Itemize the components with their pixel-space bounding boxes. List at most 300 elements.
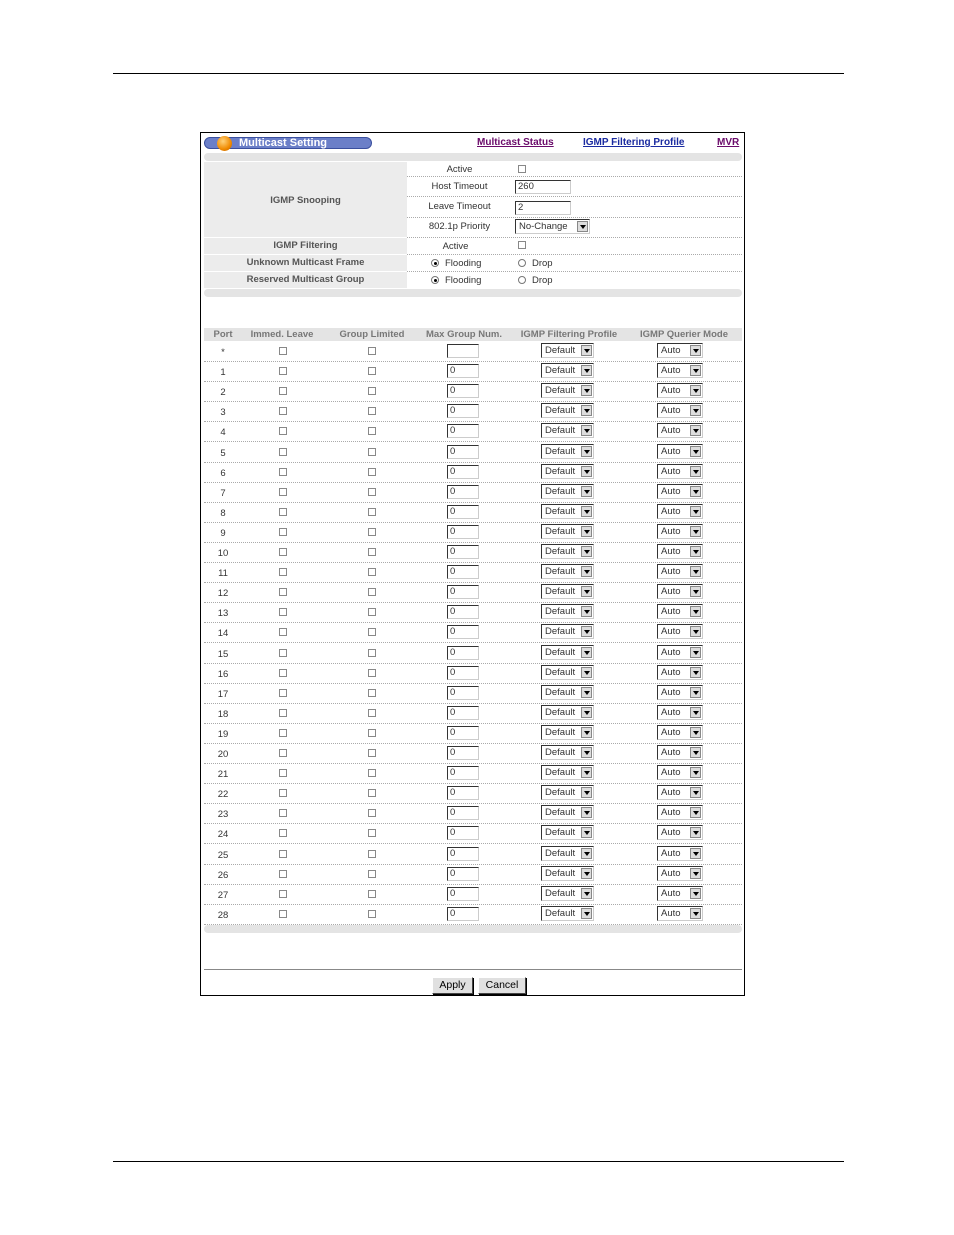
- chevron-down-icon[interactable]: [581, 827, 592, 838]
- chevron-down-icon[interactable]: [581, 667, 592, 678]
- querier-mode-select[interactable]: [657, 363, 703, 378]
- chevron-down-icon[interactable]: [581, 546, 592, 557]
- max-group-input[interactable]: 0: [447, 646, 479, 660]
- chevron-down-icon[interactable]: [581, 486, 592, 497]
- chevron-down-icon[interactable]: [581, 707, 592, 718]
- immed-leave-checkbox[interactable]: [279, 669, 287, 677]
- immed-leave-checkbox[interactable]: [279, 689, 287, 697]
- max-group-input[interactable]: 0: [447, 605, 479, 619]
- table-row: [204, 542, 742, 563]
- port-number: 23: [217, 809, 229, 821]
- immed-leave-checkbox[interactable]: [279, 649, 287, 657]
- querier-mode-select[interactable]: [657, 524, 703, 539]
- filtering-profile-select[interactable]: [541, 604, 594, 619]
- filtering-profile-select[interactable]: [541, 785, 594, 800]
- querier-mode-select[interactable]: [657, 725, 703, 740]
- port-number: 28: [217, 909, 229, 921]
- max-group-input[interactable]: 0: [447, 404, 479, 418]
- immed-leave-checkbox[interactable]: [279, 789, 287, 797]
- chevron-down-icon[interactable]: [581, 687, 592, 698]
- filtering-profile-select[interactable]: [541, 825, 594, 840]
- group-limited-checkbox[interactable]: [368, 669, 376, 677]
- max-group-input[interactable]: 0: [447, 485, 479, 499]
- mode-value: Auto: [661, 847, 681, 859]
- group-limited-checkbox[interactable]: [368, 367, 376, 375]
- chevron-down-icon[interactable]: [581, 787, 592, 798]
- link-mvr[interactable]: MVR: [717, 137, 740, 148]
- table-row: [204, 783, 742, 804]
- chevron-down-icon[interactable]: [690, 425, 701, 436]
- port-number: 12: [217, 588, 229, 600]
- max-group-input[interactable]: 0: [447, 847, 479, 861]
- profile-value: Default: [545, 907, 576, 919]
- table-row: [204, 823, 742, 844]
- max-group-input[interactable]: 0: [447, 565, 479, 579]
- chevron-down-icon[interactable]: [581, 888, 592, 899]
- chevron-down-icon[interactable]: [581, 405, 592, 416]
- port-number: 21: [217, 769, 229, 781]
- group-limited-checkbox[interactable]: [368, 528, 376, 536]
- immed-leave-checkbox[interactable]: [279, 870, 287, 878]
- max-group-input[interactable]: 0: [447, 726, 479, 740]
- profile-value: Default: [545, 385, 576, 397]
- querier-mode-select[interactable]: [657, 785, 703, 800]
- chevron-down-icon[interactable]: [690, 606, 701, 617]
- unknown-frame-drop-radio[interactable]: [518, 259, 526, 267]
- group-limited-checkbox[interactable]: [368, 347, 376, 355]
- group-limited-checkbox[interactable]: [368, 809, 376, 817]
- filtering-profile-select[interactable]: [541, 544, 594, 559]
- col-querier-mode: IGMP Querier Mode: [640, 329, 728, 340]
- max-group-input[interactable]: 0: [447, 786, 479, 800]
- filtering-profile-select[interactable]: [541, 383, 594, 398]
- chevron-down-icon[interactable]: [581, 365, 592, 376]
- chevron-down-icon[interactable]: [690, 868, 701, 879]
- group-limited-checkbox[interactable]: [368, 448, 376, 456]
- group-limited-checkbox[interactable]: [368, 910, 376, 918]
- row-divider: [407, 237, 742, 238]
- table-row: [204, 844, 742, 865]
- profile-value: Default: [545, 787, 576, 799]
- group-limited-checkbox[interactable]: [368, 870, 376, 878]
- priority-select[interactable]: [515, 219, 590, 234]
- group-limited-checkbox[interactable]: [368, 468, 376, 476]
- max-group-input[interactable]: 0: [447, 384, 479, 398]
- group-limited-checkbox[interactable]: [368, 649, 376, 657]
- port-number: 7: [220, 487, 226, 499]
- immed-leave-checkbox[interactable]: [279, 709, 287, 717]
- mode-value: Auto: [661, 505, 681, 517]
- profile-value: Default: [545, 867, 576, 879]
- chevron-down-icon[interactable]: [581, 908, 592, 919]
- max-group-input[interactable]: 0: [447, 465, 479, 479]
- chevron-down-icon[interactable]: [690, 526, 701, 537]
- profile-value: Default: [545, 445, 576, 457]
- table-row: [204, 643, 742, 664]
- immed-leave-checkbox[interactable]: [279, 347, 287, 355]
- link-igmp-filtering-profile[interactable]: IGMP Filtering Profile: [583, 137, 685, 148]
- max-group-input[interactable]: 0: [447, 666, 479, 680]
- max-group-input[interactable]: 0: [447, 907, 479, 921]
- immed-leave-checkbox[interactable]: [279, 910, 287, 918]
- chevron-down-icon[interactable]: [690, 626, 701, 637]
- chevron-down-icon[interactable]: [690, 446, 701, 457]
- filtering-profile-select[interactable]: [541, 403, 594, 418]
- chevron-down-icon[interactable]: [581, 526, 592, 537]
- mode-value: Auto: [661, 626, 681, 638]
- immed-leave-checkbox[interactable]: [279, 829, 287, 837]
- filtering-profile-select[interactable]: [541, 343, 594, 358]
- immed-leave-checkbox[interactable]: [279, 628, 287, 636]
- col-group-limited: Group Limited: [339, 329, 405, 340]
- filtering-profile-select[interactable]: [541, 423, 594, 438]
- chevron-down-icon[interactable]: [690, 888, 701, 899]
- profile-value: Default: [545, 586, 576, 598]
- chevron-down-icon[interactable]: [581, 626, 592, 637]
- filtering-profile-select[interactable]: [541, 705, 594, 720]
- querier-mode-select[interactable]: [657, 846, 703, 861]
- chevron-down-icon[interactable]: [690, 747, 701, 758]
- config-bottom-band: [204, 289, 742, 297]
- col-max-group: Max Group Num.: [425, 329, 502, 340]
- group-limited-checkbox[interactable]: [368, 407, 376, 415]
- active-label: Active: [446, 164, 473, 175]
- chevron-down-icon[interactable]: [690, 566, 701, 577]
- table-row: [204, 562, 742, 583]
- filtering-profile-select[interactable]: [541, 363, 594, 378]
- port-number: 15: [217, 648, 229, 660]
- chevron-down-icon[interactable]: [581, 767, 592, 778]
- querier-mode-select[interactable]: [657, 544, 703, 559]
- chevron-down-icon[interactable]: [690, 908, 701, 919]
- port-number: 17: [217, 688, 229, 700]
- immed-leave-checkbox[interactable]: [279, 528, 287, 536]
- drop-label: Drop: [532, 275, 553, 286]
- profile-value: Default: [545, 485, 576, 497]
- group-limited-checkbox[interactable]: [368, 628, 376, 636]
- profile-value: Default: [545, 525, 576, 537]
- chevron-down-icon[interactable]: [690, 466, 701, 477]
- group-limited-checkbox[interactable]: [368, 729, 376, 737]
- immed-leave-checkbox[interactable]: [279, 850, 287, 858]
- chevron-down-icon[interactable]: [577, 221, 588, 232]
- filtering-profile-select[interactable]: [541, 745, 594, 760]
- querier-mode-select[interactable]: [657, 584, 703, 599]
- mode-value: Auto: [661, 807, 681, 819]
- querier-mode-select[interactable]: [657, 765, 703, 780]
- reserved-group-flooding-radio[interactable]: [431, 276, 439, 284]
- max-group-input[interactable]: 0: [447, 625, 479, 639]
- filtering-profile-select[interactable]: [541, 464, 594, 479]
- filtering-profile-select[interactable]: [541, 765, 594, 780]
- row-divider: [407, 217, 742, 218]
- profile-value: Default: [545, 847, 576, 859]
- filtering-profile-select[interactable]: [541, 665, 594, 680]
- port-number: 25: [217, 849, 229, 861]
- querier-mode-select[interactable]: [657, 665, 703, 680]
- chevron-down-icon[interactable]: [690, 586, 701, 597]
- chevron-down-icon[interactable]: [581, 466, 592, 477]
- mode-value: Auto: [661, 586, 681, 598]
- port-number: 22: [217, 789, 229, 801]
- chevron-down-icon[interactable]: [690, 767, 701, 778]
- immed-leave-checkbox[interactable]: [279, 608, 287, 616]
- priority-label: 802.1p Priority: [428, 221, 491, 232]
- group-limited-checkbox[interactable]: [368, 588, 376, 596]
- profile-value: Default: [545, 767, 576, 779]
- chevron-down-icon[interactable]: [690, 687, 701, 698]
- host-timeout-input[interactable]: 260: [515, 180, 571, 194]
- filtering-profile-select[interactable]: [541, 504, 594, 519]
- querier-mode-select[interactable]: [657, 403, 703, 418]
- filtering-active-label: Active: [442, 241, 469, 252]
- leave-timeout-label: Leave Timeout: [428, 201, 491, 212]
- immed-leave-checkbox[interactable]: [279, 367, 287, 375]
- unknown-frame-flooding-radio[interactable]: [431, 259, 439, 267]
- chevron-down-icon[interactable]: [690, 727, 701, 738]
- mode-value: Auto: [661, 706, 681, 718]
- row-divider: [407, 254, 742, 255]
- reserved-group-label: Reserved Multicast Group: [246, 274, 365, 285]
- chevron-down-icon[interactable]: [690, 486, 701, 497]
- port-number: 27: [217, 889, 229, 901]
- profile-value: Default: [545, 827, 576, 839]
- chevron-down-icon[interactable]: [690, 405, 701, 416]
- immed-leave-checkbox[interactable]: [279, 387, 287, 395]
- mode-value: Auto: [661, 405, 681, 417]
- max-group-input[interactable]: 0: [447, 445, 479, 459]
- port-number: 1: [220, 367, 226, 379]
- chevron-down-icon[interactable]: [581, 425, 592, 436]
- chevron-down-icon[interactable]: [690, 506, 701, 517]
- filtering-profile-select[interactable]: [541, 564, 594, 579]
- chevron-down-icon[interactable]: [690, 707, 701, 718]
- reserved-group-drop-radio[interactable]: [518, 276, 526, 284]
- filtering-profile-select[interactable]: [541, 866, 594, 881]
- immed-leave-checkbox[interactable]: [279, 427, 287, 435]
- max-group-input[interactable]: [447, 344, 479, 358]
- querier-mode-select[interactable]: [657, 624, 703, 639]
- igmp-snooping-cell: [204, 162, 407, 237]
- profile-value: Default: [545, 606, 576, 618]
- apply-button[interactable]: Apply: [432, 977, 473, 994]
- row-divider: [407, 196, 742, 197]
- immed-leave-checkbox[interactable]: [279, 548, 287, 556]
- table-row: [204, 502, 742, 523]
- table-row: [204, 723, 742, 744]
- multicast-setting-panel: [200, 132, 745, 996]
- chevron-down-icon[interactable]: [581, 506, 592, 517]
- filtering-profile-select[interactable]: [541, 484, 594, 499]
- querier-mode-select[interactable]: [657, 805, 703, 820]
- chevron-down-icon[interactable]: [581, 727, 592, 738]
- querier-mode-select[interactable]: [657, 383, 703, 398]
- profile-value: Default: [545, 405, 576, 417]
- group-limited-checkbox[interactable]: [368, 789, 376, 797]
- filtering-profile-select[interactable]: [541, 624, 594, 639]
- flooding-label: Flooding: [445, 258, 482, 269]
- mode-value: Auto: [661, 726, 681, 738]
- immed-leave-checkbox[interactable]: [279, 749, 287, 757]
- querier-mode-select[interactable]: [657, 564, 703, 579]
- cancel-button[interactable]: Cancel: [478, 977, 526, 994]
- immed-leave-checkbox[interactable]: [279, 468, 287, 476]
- chevron-down-icon[interactable]: [581, 606, 592, 617]
- chevron-down-icon[interactable]: [690, 647, 701, 658]
- filtering-active-checkbox[interactable]: [518, 241, 526, 249]
- group-limited-checkbox[interactable]: [368, 749, 376, 757]
- mode-value: Auto: [661, 767, 681, 779]
- max-group-input[interactable]: 0: [447, 424, 479, 438]
- filtering-profile-select[interactable]: [541, 846, 594, 861]
- immed-leave-checkbox[interactable]: [279, 729, 287, 737]
- profile-value: Default: [545, 365, 576, 377]
- immed-leave-checkbox[interactable]: [279, 769, 287, 777]
- mode-value: Auto: [661, 425, 681, 437]
- immed-leave-checkbox[interactable]: [279, 588, 287, 596]
- port-number: 26: [217, 869, 229, 881]
- max-group-input[interactable]: 0: [447, 364, 479, 378]
- group-limited-checkbox[interactable]: [368, 769, 376, 777]
- active-checkbox[interactable]: [518, 165, 526, 173]
- leave-timeout-input[interactable]: 2: [515, 201, 571, 215]
- mode-value: Auto: [661, 686, 681, 698]
- table-row: [204, 361, 742, 382]
- chevron-down-icon[interactable]: [581, 566, 592, 577]
- querier-mode-select[interactable]: [657, 343, 703, 358]
- chevron-down-icon[interactable]: [581, 868, 592, 879]
- querier-mode-select[interactable]: [657, 464, 703, 479]
- max-group-input[interactable]: 0: [447, 887, 479, 901]
- querier-mode-select[interactable]: [657, 685, 703, 700]
- drop-label: Drop: [532, 258, 553, 269]
- group-limited-checkbox[interactable]: [368, 608, 376, 616]
- chevron-down-icon[interactable]: [581, 345, 592, 356]
- filtering-profile-select[interactable]: [541, 584, 594, 599]
- chevron-down-icon[interactable]: [581, 385, 592, 396]
- port-number: 9: [220, 527, 226, 539]
- querier-mode-select[interactable]: [657, 866, 703, 881]
- group-limited-checkbox[interactable]: [368, 850, 376, 858]
- querier-mode-select[interactable]: [657, 645, 703, 660]
- chevron-down-icon[interactable]: [581, 807, 592, 818]
- chevron-down-icon[interactable]: [690, 385, 701, 396]
- querier-mode-select[interactable]: [657, 705, 703, 720]
- max-group-input[interactable]: 0: [447, 746, 479, 760]
- table-row: [204, 462, 742, 483]
- port-number: 11: [218, 568, 228, 580]
- filtering-profile-select[interactable]: [541, 906, 594, 921]
- chevron-down-icon[interactable]: [581, 647, 592, 658]
- port-table-header: [204, 328, 742, 341]
- mode-value: Auto: [661, 365, 681, 377]
- table-row: [204, 602, 742, 623]
- max-group-input[interactable]: 0: [447, 525, 479, 539]
- group-limited-checkbox[interactable]: [368, 709, 376, 717]
- immed-leave-checkbox[interactable]: [279, 568, 287, 576]
- chevron-down-icon[interactable]: [581, 586, 592, 597]
- querier-mode-select[interactable]: [657, 886, 703, 901]
- immed-leave-checkbox[interactable]: [279, 448, 287, 456]
- max-group-input[interactable]: 0: [447, 766, 479, 780]
- group-limited-checkbox[interactable]: [368, 568, 376, 576]
- querier-mode-select[interactable]: [657, 604, 703, 619]
- profile-value: Default: [545, 505, 576, 517]
- chevron-down-icon[interactable]: [690, 546, 701, 557]
- querier-mode-select[interactable]: [657, 906, 703, 921]
- filtering-profile-select[interactable]: [541, 524, 594, 539]
- querier-mode-select[interactable]: [657, 745, 703, 760]
- max-group-input[interactable]: 0: [447, 867, 479, 881]
- group-limited-checkbox[interactable]: [368, 488, 376, 496]
- group-limited-checkbox[interactable]: [368, 548, 376, 556]
- max-group-input[interactable]: 0: [447, 806, 479, 820]
- top-band: [204, 153, 742, 161]
- chevron-down-icon[interactable]: [581, 848, 592, 859]
- max-group-input[interactable]: 0: [447, 545, 479, 559]
- chevron-down-icon[interactable]: [581, 446, 592, 457]
- filtering-profile-select[interactable]: [541, 645, 594, 660]
- chevron-down-icon[interactable]: [581, 747, 592, 758]
- col-filtering-profile: IGMP Filtering Profile: [520, 329, 618, 340]
- profile-value: Default: [545, 747, 576, 758]
- group-limited-checkbox[interactable]: [368, 427, 376, 435]
- immed-leave-checkbox[interactable]: [279, 407, 287, 415]
- filtering-profile-select[interactable]: [541, 685, 594, 700]
- link-multicast-status[interactable]: Multicast Status: [477, 137, 554, 148]
- mode-value: Auto: [661, 566, 681, 578]
- chevron-down-icon[interactable]: [690, 827, 701, 838]
- filtering-profile-select[interactable]: [541, 886, 594, 901]
- max-group-input[interactable]: 0: [447, 505, 479, 519]
- querier-mode-select[interactable]: [657, 504, 703, 519]
- port-number: *: [221, 347, 225, 358]
- filtering-profile-select[interactable]: [541, 725, 594, 740]
- group-limited-checkbox[interactable]: [368, 829, 376, 837]
- max-group-input[interactable]: 0: [447, 585, 479, 599]
- group-limited-checkbox[interactable]: [368, 689, 376, 697]
- col-immed-leave: Immed. Leave: [250, 329, 314, 340]
- table-bottom-band: [204, 925, 742, 933]
- chevron-down-icon[interactable]: [690, 848, 701, 859]
- chevron-down-icon[interactable]: [690, 807, 701, 818]
- chevron-down-icon[interactable]: [690, 365, 701, 376]
- max-group-input[interactable]: 0: [447, 826, 479, 840]
- immed-leave-checkbox[interactable]: [279, 508, 287, 516]
- group-limited-checkbox[interactable]: [368, 387, 376, 395]
- max-group-input[interactable]: 0: [447, 686, 479, 700]
- filtering-profile-select[interactable]: [541, 444, 594, 459]
- immed-leave-checkbox[interactable]: [279, 809, 287, 817]
- profile-value: Default: [545, 686, 576, 698]
- group-limited-checkbox[interactable]: [368, 508, 376, 516]
- group-limited-checkbox[interactable]: [368, 890, 376, 898]
- table-row: [204, 421, 742, 442]
- profile-value: Default: [545, 345, 576, 356]
- immed-leave-checkbox[interactable]: [279, 488, 287, 496]
- querier-mode-select[interactable]: [657, 423, 703, 438]
- querier-mode-select[interactable]: [657, 825, 703, 840]
- chevron-down-icon[interactable]: [690, 787, 701, 798]
- chevron-down-icon[interactable]: [690, 345, 701, 356]
- filtering-profile-select[interactable]: [541, 805, 594, 820]
- querier-mode-select[interactable]: [657, 484, 703, 499]
- immed-leave-checkbox[interactable]: [279, 890, 287, 898]
- port-number: 14: [217, 628, 229, 640]
- chevron-down-icon[interactable]: [690, 667, 701, 678]
- max-group-input[interactable]: 0: [447, 706, 479, 720]
- querier-mode-select[interactable]: [657, 444, 703, 459]
